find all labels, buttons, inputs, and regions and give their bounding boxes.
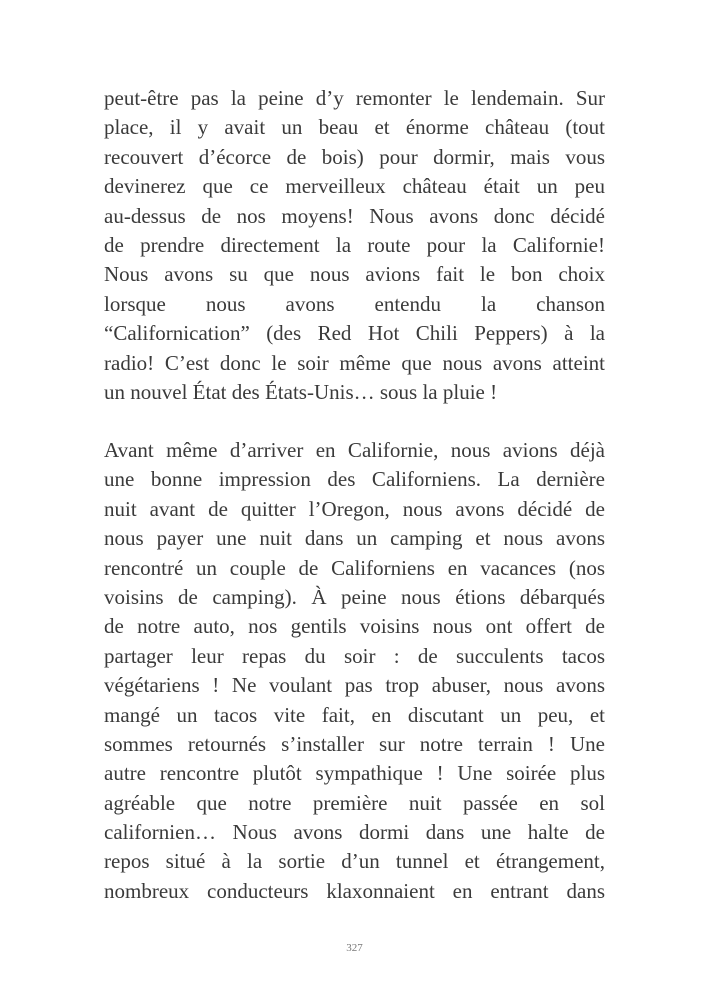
text-line: partager leur repas du soir : de succulents tacos: [104, 643, 605, 668]
paragraph-2: [104, 436, 605, 906]
text-line: repos situé à la sortie d’un tunnel et étrangement,: [104, 849, 605, 874]
text-line: devinerez que ce merveilleux château était un peu: [104, 174, 605, 199]
text-line: voisins de camping). À peine nous étions débarqués: [104, 584, 605, 609]
text-line: au-dessus de nos moyens! Nous avons donc décidé: [104, 203, 605, 228]
text-line: sommes retournés s’installer sur notre terrain ! Une: [104, 731, 605, 756]
text-line: de notre auto, nos gentils voisins nous ont offert de: [104, 614, 605, 639]
text-line: autre rencontre plutôt sympathique ! Une soirée plus: [104, 761, 605, 786]
text-line: nous payer une nuit dans un camping et nous avons: [104, 526, 605, 551]
text-line: lorsque nous avons entendu la chanson: [104, 291, 605, 316]
text-line: un nouvel État des États-Unis… sous la pluie !: [104, 379, 498, 404]
text-line: Avant même d’arriver en Californie, nous avions déjà: [104, 438, 605, 462]
text-line: nuit avant de quitter l’Oregon, nous avons décidé de: [104, 496, 605, 521]
text-line: mangé un tacos vite fait, en discutant un peu, et: [104, 702, 605, 727]
paragraph-1: [104, 84, 605, 407]
page-number: 327: [346, 942, 363, 954]
text-line: agréable que notre première nuit passée en sol: [104, 790, 605, 815]
text-line: rencontré un couple de Californiens en vacances (nos: [104, 555, 605, 580]
text-line: végétariens ! Ne voulant pas trop abuser, nous avons: [104, 673, 605, 698]
text-line: californien… Nous avons dormi dans une halte de: [104, 820, 605, 845]
text-line: de prendre directement la route pour la Californie!: [104, 232, 605, 257]
text-line: radio! C’est donc le soir même que nous avons atteint: [104, 350, 605, 375]
text-line: une bonne impression des Californiens. La dernière: [104, 467, 605, 492]
text-line: Nous avons su que nous avions fait le bon choix: [104, 262, 605, 287]
text-line: place, il y avait un beau et énorme château (tout: [104, 115, 605, 140]
text-line: recouvert d’écorce de bois) pour dormir, mais vous: [104, 144, 605, 169]
text-line: peut-être pas la peine d’y remonter le lendemain. Sur: [104, 86, 605, 110]
text-line: nombreux conducteurs klaxonnaient en entrant dans: [104, 878, 605, 903]
text-line: “Californication” (des Red Hot Chili Peppers) à la: [104, 321, 605, 346]
